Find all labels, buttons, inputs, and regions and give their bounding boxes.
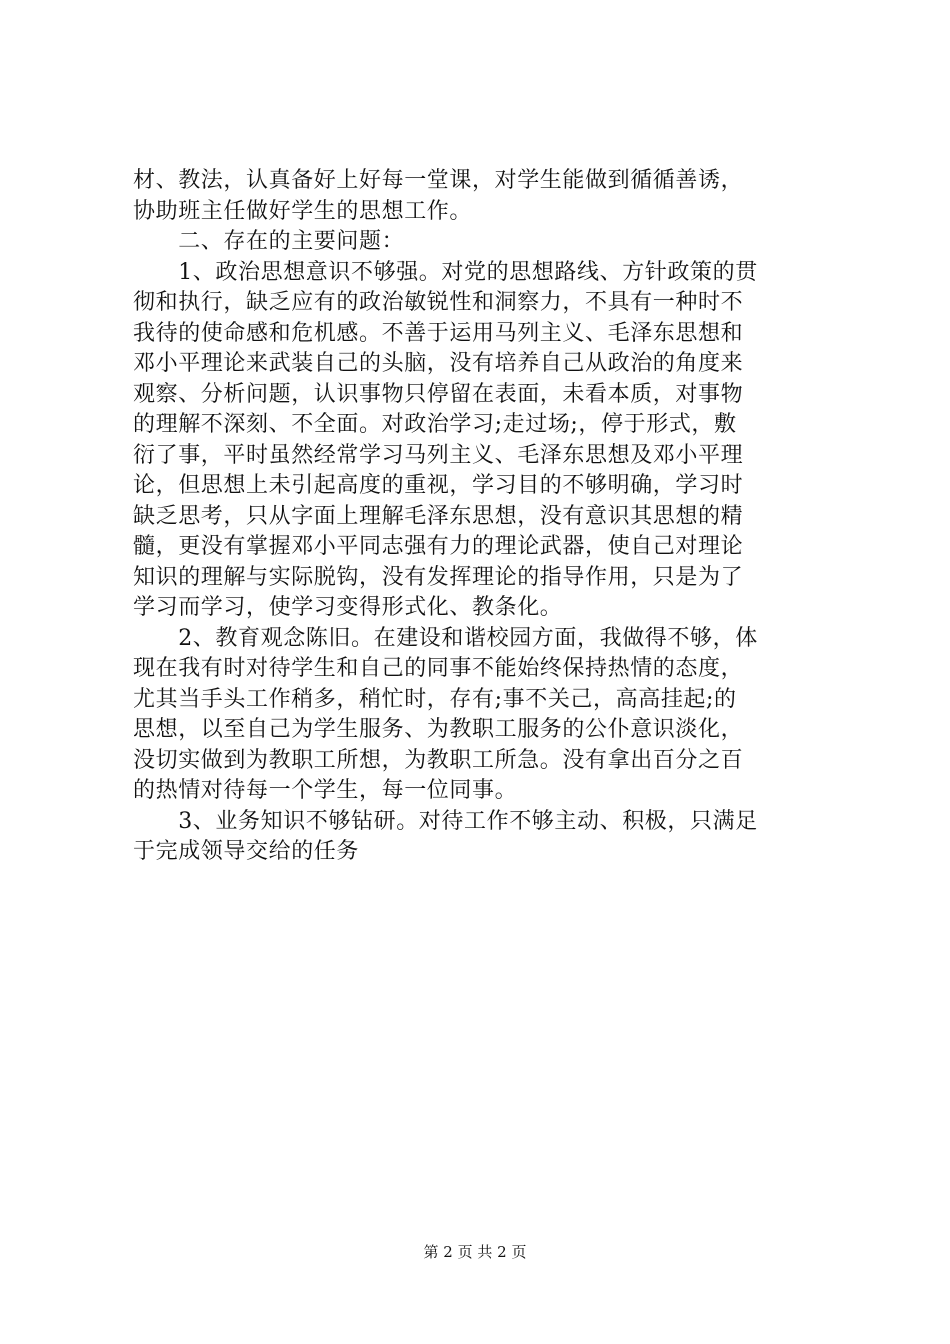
text-line: 没切实做到为教职工所想，为教职工所急。没有拿出百分之百 xyxy=(133,747,744,773)
text-line: 观察、分析问题，认识事物只停留在表面，未看本质，对事物 xyxy=(133,381,744,407)
text-line: 材、教法，认真备好上好每一堂课，对学生能做到循循善诱， xyxy=(133,168,744,193)
text-line: 缺乏思考，只从字面上理解毛泽东思想，没有意识其思想的精 xyxy=(133,503,744,529)
text-line: 2、教育观念陈旧。在建设和谐校园方面，我做得不够，体 xyxy=(133,625,758,651)
text-line: 于完成领导交给的任务 xyxy=(133,839,360,864)
text-line: 邓小平理论来武装自己的头脑，没有培养自己从政治的角度来 xyxy=(133,351,744,376)
text-line: 现在我有时对待学生和自己的同事不能始终保持热情的态度， xyxy=(133,656,744,681)
text-line: 尤其当手头工作稍多，稍忙时，存有;事不关己，高高挂起;的 xyxy=(133,686,737,712)
text-line: 的理解不深刻、不全面。对政治学习;走过场;，停于形式，敷 xyxy=(133,412,737,437)
document-body xyxy=(133,166,833,868)
text-line: 的热情对待每一个学生，每一位同事。 xyxy=(133,778,518,803)
text-line: 3、业务知识不够钻研。对待工作不够主动、积极，只满足 xyxy=(133,808,758,834)
text-line: 彻和执行，缺乏应有的政治敏锐性和洞察力，不具有一种时不 xyxy=(133,290,744,315)
text-line: 髓，更没有掌握邓小平同志强有力的理论武器，使自己对理论 xyxy=(133,534,744,559)
text-line: 思想，以至自己为学生服务、为教职工服务的公仆意识淡化， xyxy=(133,717,744,742)
text-line: 我待的使命感和危机感。不善于运用马列主义、毛泽东思想和 xyxy=(133,320,744,346)
text-line: 知识的理解与实际脱钩，没有发挥理论的指导作用，只是为了 xyxy=(133,564,744,590)
section-heading: 二、存在的主要问题： xyxy=(133,229,405,254)
page-number-footer: 第 2 页 共 2 页 xyxy=(423,1243,527,1261)
text-line: 衍了事，平时虽然经常学习马列主义、毛泽东思想及邓小平理 xyxy=(133,442,744,468)
text-line: 学习而学习，使学习变得形式化、教条化。 xyxy=(133,595,563,620)
text-line: 协助班主任做好学生的思想工作。 xyxy=(133,198,473,224)
text-line: 1、政治思想意识不够强。对党的思想路线、方针政策的贯 xyxy=(133,259,758,285)
text-line: 论，但思想上未引起高度的重视，学习目的不够明确，学习时 xyxy=(133,473,744,498)
